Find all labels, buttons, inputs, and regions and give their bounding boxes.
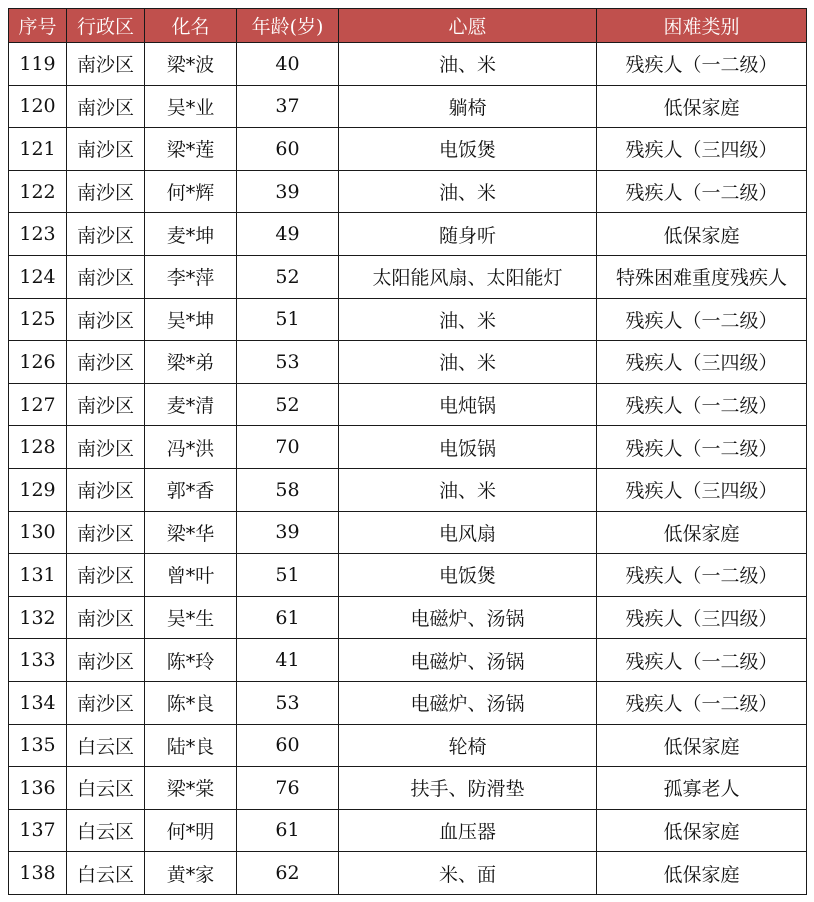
cell-alias: 冯*洪 [145,426,237,469]
cell-district: 南沙区 [67,426,145,469]
cell-alias: 李*萍 [145,255,237,298]
cell-hardship-category: 低保家庭 [597,213,807,256]
cell-wish: 电磁炉、汤锅 [339,681,597,724]
cell-hardship-category: 特殊困难重度残疾人 [597,255,807,298]
cell-alias: 吴*坤 [145,298,237,341]
cell-age: 51 [237,554,339,597]
cell-district: 南沙区 [67,511,145,554]
cell-serial-number: 122 [9,170,67,213]
cell-hardship-category: 低保家庭 [597,809,807,852]
cell-hardship-category: 残疾人（一二级） [597,298,807,341]
cell-district: 南沙区 [67,681,145,724]
cell-serial-number: 125 [9,298,67,341]
cell-age: 61 [237,809,339,852]
header-row [9,9,807,43]
cell-age: 76 [237,767,339,810]
cell-district: 白云区 [67,809,145,852]
cell-hardship-category: 残疾人（一二级） [597,639,807,682]
table-row [9,426,807,469]
cell-age: 62 [237,852,339,895]
cell-age: 52 [237,383,339,426]
cell-wish: 电磁炉、汤锅 [339,639,597,682]
table-row [9,809,807,852]
cell-serial-number: 138 [9,852,67,895]
cell-wish: 油、米 [339,170,597,213]
cell-alias: 吴*业 [145,85,237,128]
cell-district: 南沙区 [67,170,145,213]
cell-serial-number: 130 [9,511,67,554]
cell-wish: 随身听 [339,213,597,256]
cell-age: 49 [237,213,339,256]
cell-wish: 电风扇 [339,511,597,554]
cell-age: 37 [237,85,339,128]
cell-hardship-category: 残疾人（一二级） [597,170,807,213]
cell-serial-number: 126 [9,341,67,384]
cell-serial-number: 133 [9,639,67,682]
cell-age: 39 [237,511,339,554]
cell-serial-number: 129 [9,468,67,511]
cell-wish: 轮椅 [339,724,597,767]
cell-district: 南沙区 [67,341,145,384]
cell-alias: 何*辉 [145,170,237,213]
cell-age: 58 [237,468,339,511]
cell-serial-number: 128 [9,426,67,469]
cell-serial-number: 121 [9,128,67,171]
cell-district: 白云区 [67,767,145,810]
cell-age: 53 [237,681,339,724]
cell-wish: 米、面 [339,852,597,895]
cell-alias: 麦*坤 [145,213,237,256]
header-district: 行政区 [67,9,145,43]
cell-wish: 血压器 [339,809,597,852]
table-row [9,341,807,384]
cell-district: 南沙区 [67,213,145,256]
table-row [9,767,807,810]
cell-alias: 何*明 [145,809,237,852]
header-serial-number: 序号 [9,9,67,43]
cell-serial-number: 134 [9,681,67,724]
cell-hardship-category: 残疾人（三四级） [597,128,807,171]
table-row [9,298,807,341]
cell-alias: 黄*家 [145,852,237,895]
header-age: 年龄(岁) [237,9,339,43]
cell-district: 南沙区 [67,128,145,171]
cell-district: 南沙区 [67,596,145,639]
cell-serial-number: 123 [9,213,67,256]
cell-age: 60 [237,724,339,767]
cell-alias: 梁*棠 [145,767,237,810]
table-row [9,128,807,171]
cell-district: 白云区 [67,724,145,767]
table-row [9,255,807,298]
cell-alias: 吴*生 [145,596,237,639]
cell-age: 70 [237,426,339,469]
cell-serial-number: 136 [9,767,67,810]
table-row [9,85,807,128]
table-row [9,170,807,213]
cell-hardship-category: 残疾人（一二级） [597,383,807,426]
cell-hardship-category: 残疾人（三四级） [597,468,807,511]
cell-alias: 陆*良 [145,724,237,767]
cell-serial-number: 137 [9,809,67,852]
cell-age: 51 [237,298,339,341]
cell-serial-number: 131 [9,554,67,597]
wish-list-sheet [8,8,807,895]
cell-district: 南沙区 [67,554,145,597]
cell-district: 南沙区 [67,85,145,128]
cell-hardship-category: 残疾人（一二级） [597,43,807,86]
cell-hardship-category: 低保家庭 [597,511,807,554]
cell-district: 白云区 [67,852,145,895]
cell-age: 52 [237,255,339,298]
cell-age: 60 [237,128,339,171]
cell-hardship-category: 残疾人（三四级） [597,596,807,639]
cell-hardship-category: 低保家庭 [597,852,807,895]
cell-wish: 油、米 [339,43,597,86]
cell-age: 39 [237,170,339,213]
table-row [9,554,807,597]
cell-age: 41 [237,639,339,682]
cell-serial-number: 132 [9,596,67,639]
cell-district: 南沙区 [67,468,145,511]
cell-hardship-category: 残疾人（一二级） [597,681,807,724]
cell-wish: 电饭煲 [339,554,597,597]
cell-alias: 梁*莲 [145,128,237,171]
cell-hardship-category: 孤寡老人 [597,767,807,810]
cell-district: 南沙区 [67,383,145,426]
cell-wish: 太阳能风扇、太阳能灯 [339,255,597,298]
cell-wish: 油、米 [339,341,597,384]
cell-serial-number: 119 [9,43,67,86]
header-wish: 心愿 [339,9,597,43]
cell-serial-number: 135 [9,724,67,767]
cell-hardship-category: 残疾人（三四级） [597,341,807,384]
cell-serial-number: 124 [9,255,67,298]
cell-serial-number: 120 [9,85,67,128]
cell-hardship-category: 残疾人（一二级） [597,554,807,597]
cell-alias: 曾*叶 [145,554,237,597]
cell-alias: 陈*良 [145,681,237,724]
header-hardship-category: 困难类别 [597,9,807,43]
cell-wish: 电磁炉、汤锅 [339,596,597,639]
table-row [9,681,807,724]
cell-district: 南沙区 [67,639,145,682]
cell-district: 南沙区 [67,298,145,341]
cell-wish: 油、米 [339,468,597,511]
wish-list-table [8,8,807,895]
cell-alias: 梁*弟 [145,341,237,384]
table-row [9,852,807,895]
cell-hardship-category: 残疾人（一二级） [597,426,807,469]
cell-alias: 梁*波 [145,43,237,86]
table-row [9,468,807,511]
cell-wish: 油、米 [339,298,597,341]
cell-alias: 麦*清 [145,383,237,426]
table-row [9,639,807,682]
header-alias: 化名 [145,9,237,43]
table-body [9,43,807,895]
cell-hardship-category: 低保家庭 [597,85,807,128]
cell-age: 53 [237,341,339,384]
table-row [9,213,807,256]
cell-age: 61 [237,596,339,639]
table-row [9,596,807,639]
cell-hardship-category: 低保家庭 [597,724,807,767]
cell-wish: 电炖锅 [339,383,597,426]
cell-wish: 电饭煲 [339,128,597,171]
cell-wish: 电饭锅 [339,426,597,469]
table-row [9,724,807,767]
cell-district: 南沙区 [67,255,145,298]
cell-wish: 扶手、防滑垫 [339,767,597,810]
cell-alias: 梁*华 [145,511,237,554]
cell-age: 40 [237,43,339,86]
cell-alias: 陈*玲 [145,639,237,682]
cell-alias: 郭*香 [145,468,237,511]
cell-district: 南沙区 [67,43,145,86]
table-row [9,511,807,554]
cell-serial-number: 127 [9,383,67,426]
table-row [9,43,807,86]
table-row [9,383,807,426]
cell-wish: 躺椅 [339,85,597,128]
